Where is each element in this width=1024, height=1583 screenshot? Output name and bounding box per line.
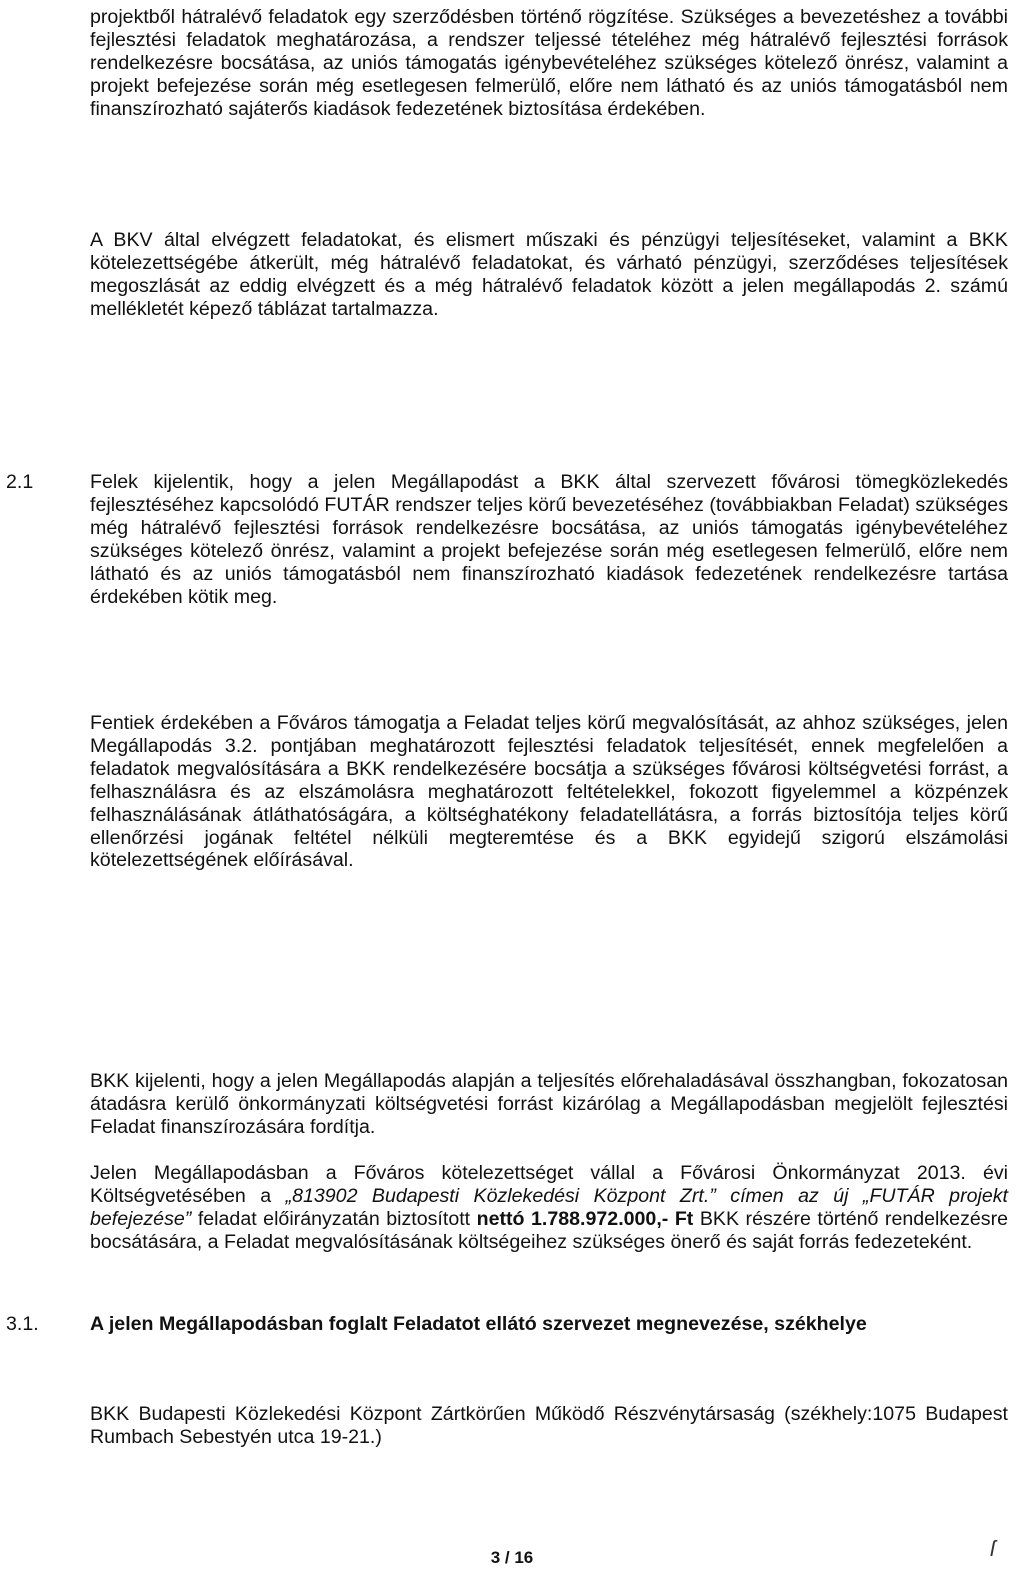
paragraph-budget-commitment: [90, 1162, 1008, 1254]
budget-text-part: feladat előirányzatán biztosított: [191, 1207, 477, 1230]
paragraph-bkk-declaration: BKK kijelenti, hogy a jelen Megállapodás alapján a teljesítés előrehaladásával összhangban, fokozatosan átadásra kerülő önkormányzati költségvetési forrást kizárólag a Megállapodásban megjelölt fejlesztési Feladat finanszírozására fordítja.: [90, 1070, 1008, 1138]
budget-amount: nettó 1.788.972.000,- Ft: [476, 1207, 694, 1230]
budget-text-part: Jelen Megállapodásban a Főváros kötelezettséget vállal a Fővárosi Önkormányzat 2013. évi Költségvetésében a: [90, 1162, 1008, 1207]
corner-mark: ſ: [990, 1536, 995, 1561]
section-number-2-1: 2.1: [6, 471, 34, 493]
section-3-1-heading: A jelen Megállapodásban foglalt Feladatot ellátó szervezet megnevezése, székhelye: [90, 1313, 867, 1335]
paragraph-section-2-1: Felek kijelentik, hogy a jelen Megállapodást a BKK által szervezett fővárosi tömegközlekedés fejlesztéséhez kapcsolódó FUTÁR rendszer teljes körű bevezetéséhez (továbbiakban Feladat) szükséges még hátralévő fejlesztési források rendelkezésre bocsátása, az uniós támogatás igénybevételéhez szükséges kötelező önrész, valamint a projekt befejezése során még esetlegesen felmerülő, előre nem látható és az uniós támogatásból nem finanszírozható kiadások fedezetének rendelkezésre tartása érdekében kötik meg.: [90, 471, 1008, 608]
budget-title-italic: „813902 Budapesti Közlekedési Központ Zrt.” címen az új „FUTÁR projekt befejezése”: [90, 1184, 1008, 1230]
paragraph-support: Fentiek érdekében a Főváros támogatja a Feladat teljes körű megvalósítását, az ahhoz szükséges, jelen Megállapodás 3.2. pontjában meghatározott fejlesztési feladatok teljesítését, ennek megfelelően a feladatok megvalósítására a BKK rendelkezésére bocsátja a szükséges fővárosi költségvetési forrást, a felhasználásra és az elszámolásra meghatározott feltételekkel, fokozott figyelemmel a közpénzek felhasználásának átláthatóságára, a költséghatékony feladatellátásra, a forrás biztosítója teljes körű ellenőrzési jogának feltétel nélküli megteremtése és a BKK egyidejű szigorú elszámolási kötelezettségének előírásával.: [90, 712, 1008, 872]
section-number-3-1: 3.1.: [6, 1313, 39, 1335]
paragraph-intro: projektből hátralévő feladatok egy szerződésben történő rögzítése. Szükséges a bevezetéshez a további fejlesztési feladatok meghatározása, a rendszer teljessé tételéhez még hátralévő fejlesztési források rendelkezésre bocsátása, az uniós támogatás igénybevételéhez szükséges kötelező önrész, valamint a projekt befejezése során még esetlegesen felmerülő, előre nem látható és az uniós támogatásból nem finanszírozható sajáterős kiadások fedezetének biztosítása érdekében.: [90, 6, 1008, 120]
paragraph-bkv-tasks: A BKV által elvégzett feladatokat, és elismert műszaki és pénzügyi teljesítéseket, valamint a BKK kötelezettségébe átkerült, még hátralévő feladatokat, és várható pénzügyi, szerződéses teljesítések megoszlását az eddig elvégzett és a még hátralévő feladatok között a jelen megállapodás 2. számú mellékletét képező táblázat tartalmazza.: [90, 229, 1008, 320]
paragraph-organization: BKK Budapesti Közlekedési Központ Zártkörűen Működő Részvénytársaság (székhely:1075 Budapest Rumbach Sebestyén utca 19-21.): [90, 1403, 1008, 1448]
budget-text-part: BKK részére történő rendelkezésre bocsátására, a Feladat megvalósításának költségeihez szükséges önerő és saját forrás fedezeteként.: [90, 1207, 1008, 1253]
page-number: 3 / 16: [490, 1548, 534, 1567]
